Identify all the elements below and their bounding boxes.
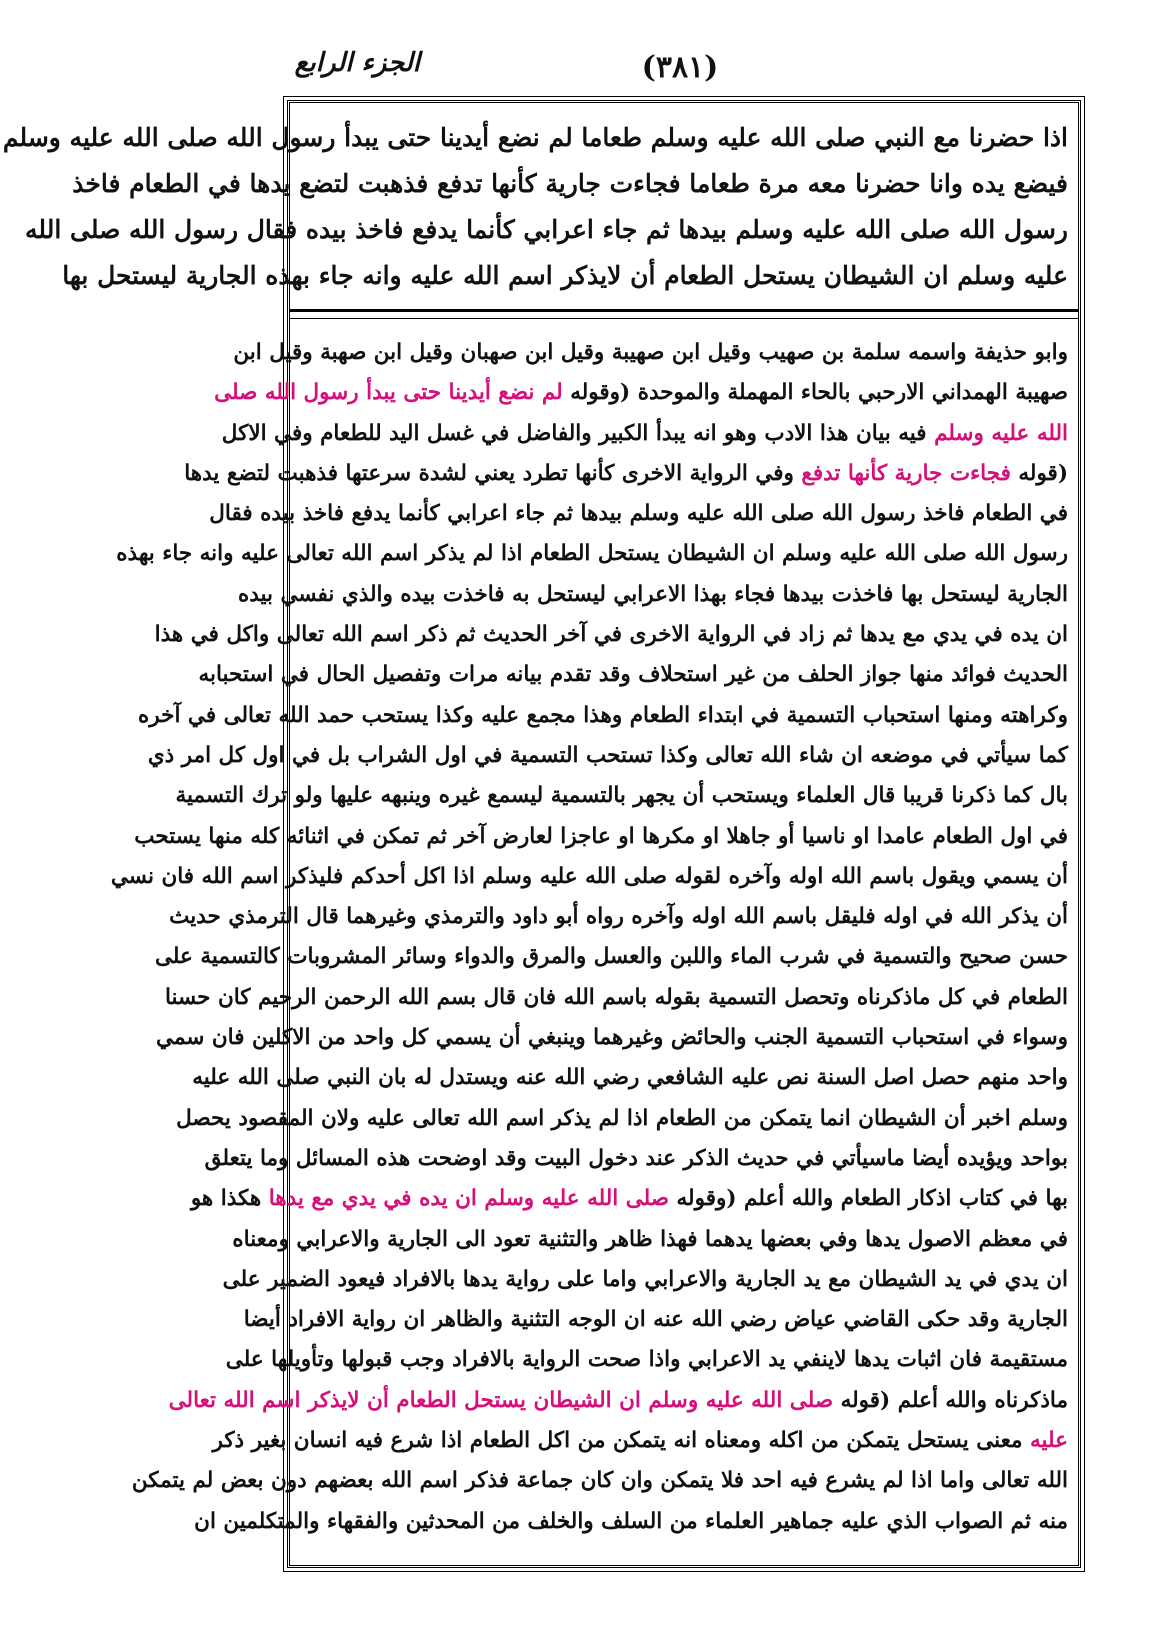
commentary-line xyxy=(194,1502,1068,1542)
commentary-text: في معظم الاصول يدها وفي بعضها يدهما فهذا ظاهر والتثنية تعود الى الجارية والاعرابي ومعناه xyxy=(232,1226,1068,1252)
page-header xyxy=(294,44,1060,94)
page-number: (٣٨١) xyxy=(641,50,719,85)
quoted-hadith-phrase: فجاءت جارية كأنها تدفع xyxy=(801,460,1011,486)
commentary-line xyxy=(221,414,1068,454)
commentary-text: هكذا هو xyxy=(190,1186,269,1212)
commentary-line xyxy=(204,1139,1068,1179)
commentary-text: الحديث فوائد منها جواز الحلف من غير استحلاف وقد تقدم بيانه مرات وتفصيل الحال في استحبابه xyxy=(198,662,1068,688)
commentary-line xyxy=(116,534,1068,574)
commentary-text: فيه بيان هذا الادب وهو انه يبدأ الكبير والفاضل في غسل اليد للطعام وفي الاكل xyxy=(221,420,935,446)
commentary-line xyxy=(212,1421,1068,1461)
commentary-text: واحد منهم حصل اصل السنة نص عليه الشافعي رضي الله عنه ويستدل له بان النبي صلى الله عليه xyxy=(192,1065,1068,1091)
commentary-line xyxy=(243,1300,1068,1340)
commentary-line xyxy=(176,1099,1068,1139)
commentary-text: بال كما ذكرنا قريبا قال العلماء ويستحب أن يجهر بالتسمية ليسمع غيره وينبهه عليها ولو ترك التسمية xyxy=(175,783,1068,809)
commentary-line xyxy=(233,333,1068,373)
commentary-text: الطعام في كل ماذكرناه وتحصل التسمية بقوله باسم الله فان قال بسم الله الرحمن الرحيم كان حسنا xyxy=(164,984,1068,1010)
commentary-line xyxy=(225,1340,1068,1380)
commentary-text: وسواء في استحباب التسمية الجنب والحائض وغيرهما وينبغي أن يسمي كل واحد من الاكلين فان سمي xyxy=(156,1025,1068,1051)
section-divider xyxy=(290,309,1078,319)
commentary-text: الله تعالى واما اذا لم يشرع فيه احد فلا يتمكن وان كان جماعة فذكر اسم الله بعضهم دون بعض لم يتمكن xyxy=(131,1468,1068,1494)
commentary-line xyxy=(168,1381,1068,1421)
commentary-text: (قوله xyxy=(1010,460,1068,486)
commentary-line xyxy=(154,615,1068,655)
commentary-text: كما سيأتي في موضعه ان شاء الله تعالى وكذا تستحب التسمية في اول الشراب بل في اول كل امر ذي xyxy=(147,742,1068,768)
hadith-text-block xyxy=(2,115,1068,297)
commentary-block xyxy=(110,333,1068,1553)
commentary-line xyxy=(134,817,1068,857)
commentary-text: أن يسمي ويقول باسم الله اوله وآخره لقوله صلى الله عليه وسلم اذا اكل أحدكم فليذكر اسم الله فان نسي xyxy=(110,863,1068,889)
commentary-text: حسن صحيح والتسمية في شرب الماء واللبن والعسل والمرق والدواء وسائر المشروبات كالتسمية على xyxy=(154,944,1068,970)
commentary-text: ان يدي في يد الشيطان مع يد الجارية والاعرابي واما على رواية يدها بالافراد فيعود الضمير على xyxy=(222,1266,1068,1292)
hadith-line: عليه وسلم ان الشيطان يستحل الطعام أن لايذكر اسم الله عليه وانه جاء بهذه الجارية ليستحل بها xyxy=(62,261,1068,290)
commentary-text: بها في كتاب اذكار الطعام والله أعلم (وقوله xyxy=(669,1186,1068,1212)
commentary-text: بواحد ويؤيده أيضا ماسيأتي في حديث الذكر عند دخول البيت وقد اوضحت هذه المسائل وما يتعلق xyxy=(204,1145,1068,1171)
commentary-line xyxy=(192,1058,1068,1098)
commentary-line xyxy=(222,1260,1068,1300)
commentary-line xyxy=(154,937,1068,977)
commentary-text: صهيبة الهمداني الارحبي بالحاء المهملة والموحدة (وقوله xyxy=(562,380,1068,406)
commentary-line xyxy=(131,1461,1068,1501)
commentary-line xyxy=(175,776,1068,816)
commentary-text: وفي الرواية الاخرى كأنها تطرد يعني لشدة سرعتها فذهبت لتضع يدها xyxy=(184,460,802,486)
commentary-line xyxy=(198,655,1068,695)
commentary-line xyxy=(209,494,1068,534)
commentary-text: مستقيمة فان اثبات يدها لاينفي يد الاعرابي واذا صحت الرواية بالافراد وجب قبولها وتأويلها على xyxy=(225,1347,1068,1373)
commentary-line xyxy=(138,696,1068,736)
commentary-line xyxy=(190,1179,1068,1219)
commentary-text: وابو حذيفة واسمه سلمة بن صهيب وقيل ابن صهيبة وقيل ابن صهبان وقيل ابن صهبة وقيل ابن xyxy=(233,340,1068,365)
quoted-hadith-phrase: الله عليه وسلم xyxy=(934,420,1068,446)
commentary-text: ان يده في يدي مع يدها ثم زاد في الرواية الاخرى في آخر الحديث ثم ذكر اسم الله تعالى واكل في هذا xyxy=(154,622,1068,648)
commentary-line xyxy=(147,736,1068,776)
commentary-text: الجارية ليستحل بها فاخذت بيدها فجاء بهذا الاعرابي ليستحل به فاخذت بيده والذي نفسي بيده xyxy=(237,581,1068,607)
commentary-text: وكراهته ومنها استحباب التسمية في ابتداء الطعام وهذا مجمع عليه وكذا يستحب حمد الله تعالى في آخره xyxy=(138,702,1068,728)
commentary-text: رسول الله صلى الله عليه وسلم ان الشيطان يستحل الطعام اذا لم يذكر اسم الله تعالى عليه وانه جاء بهذه xyxy=(116,541,1068,567)
commentary-text: الجارية وقد حكى القاضي عياض رضي الله عنه ان الوجه التثنية والظاهر ان رواية الافراد أيضا xyxy=(243,1307,1068,1333)
commentary-text: منه ثم الصواب الذي عليه جماهير العلماء من السلف والخلف من المحدثين والفقهاء والمتكلمين ان xyxy=(194,1508,1068,1534)
commentary-line xyxy=(169,897,1068,937)
commentary-text: ماذكرناه والله أعلم (قوله xyxy=(833,1387,1068,1413)
commentary-line xyxy=(237,575,1068,615)
commentary-text: معنى يستحل يتمكن من اكله ومعناه انه يتمكن من اكل الطعام اذا شرع فيه انسان بغير ذكر xyxy=(212,1428,1031,1454)
commentary-line xyxy=(164,978,1068,1018)
quoted-hadith-phrase: صلى الله عليه وسلم ان الشيطان يستحل الطعام أن لايذكر اسم الله تعالى xyxy=(168,1387,834,1413)
hadith-line: رسول الله صلى الله عليه وسلم بيدها ثم جاء اعرابي كأنما يدفع فاخذ بيده فقال رسول الله صلى الله xyxy=(25,215,1068,244)
quoted-hadith-phrase: عليه xyxy=(1030,1428,1068,1454)
hadith-line: فيضع يده وانا حضرنا معه مرة طعاما فجاءت جارية كأنها تدفع فذهبت لتضع يدها في الطعام فاخذ xyxy=(72,169,1068,198)
commentary-text: أن يذكر الله في اوله فليقل باسم الله اوله وآخره رواه أبو داود والترمذي وغيرهما قال الترمذي حديث xyxy=(169,904,1068,930)
page-frame xyxy=(2,100,1081,1568)
hadith-line: اذا حضرنا مع النبي صلى الله عليه وسلم طعاما لم نضع أيدينا حتى يبدأ رسول الله صلى الله عليه وسلم xyxy=(2,123,1068,152)
quoted-hadith-phrase: صلى الله عليه وسلم ان يده في يدي مع يدها xyxy=(268,1186,670,1212)
commentary-text: في اول الطعام عامدا او ناسيا أو جاهلا او مكرها او عاجزا لعارض آخر ثم تمكن في اثنائه كله منها يستحب xyxy=(134,823,1068,849)
commentary-line xyxy=(110,857,1068,897)
volume-title: الجزء الرابع xyxy=(294,48,420,78)
commentary-line xyxy=(156,1018,1068,1058)
commentary-text: وسلم اخبر أن الشيطان انما يتمكن من الطعام اذا لم يذكر اسم الله تعالى عليه ولان المقصود يحصل xyxy=(176,1105,1068,1131)
commentary-line xyxy=(232,1220,1068,1260)
commentary-line xyxy=(184,454,1068,494)
quoted-hadith-phrase: لم نضع أيدينا حتى يبدأ رسول الله صلى xyxy=(214,380,563,406)
commentary-line xyxy=(214,373,1068,413)
commentary-text: في الطعام فاخذ رسول الله صلى الله عليه وسلم بيدها ثم جاء اعرابي كأنما يدفع فاخذ بيده فقال xyxy=(209,501,1068,527)
